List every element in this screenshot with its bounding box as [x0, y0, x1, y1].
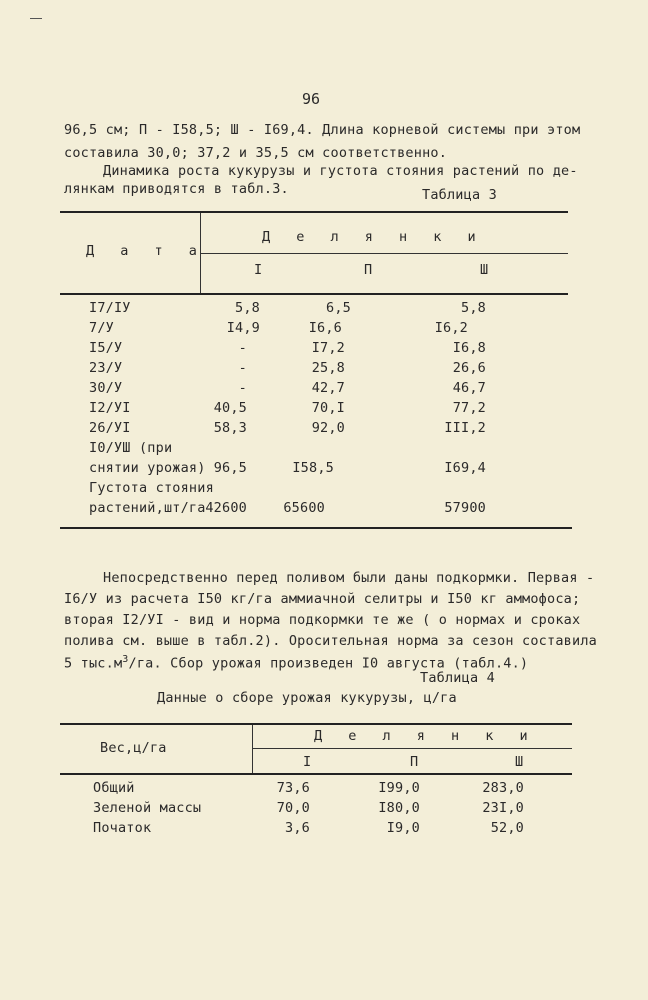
- paragraph-line: лянкам приводятся в табл.3.: [64, 181, 289, 197]
- table3-cell: 65600: [283, 500, 325, 516]
- table3-cell: 25,8: [311, 360, 345, 376]
- table3-row-label: снятии урожая): [89, 460, 206, 476]
- table3-header-date: Д а т а: [86, 243, 206, 259]
- table3-cell: 5,8: [461, 300, 486, 316]
- table3-cell: 42,7: [311, 380, 345, 396]
- table4-header-rule: [60, 773, 572, 775]
- margin-dash: [30, 18, 42, 19]
- table3-top-rule: [60, 211, 568, 213]
- table3-row-label: 30/У: [89, 380, 123, 396]
- table4-cell: 70,0: [276, 800, 310, 816]
- table3-cell: I4,9: [226, 320, 260, 336]
- superscript: 3: [122, 654, 129, 665]
- paragraph-text: 5 тыс.м: [64, 655, 123, 672]
- table3-col-header: Ш: [480, 262, 489, 278]
- table3-cell: 46,7: [452, 380, 486, 396]
- table4-caption: Таблица 4: [420, 670, 495, 686]
- table3-row-label: I2/УI: [89, 400, 131, 416]
- table3-col-header: I: [254, 262, 263, 278]
- table4-row-label: Зеленой массы: [93, 800, 202, 816]
- table4-col-header: Ш: [515, 754, 524, 770]
- table4-row-label: Початок: [93, 820, 152, 836]
- table3-header-plots: Д е л я н к и: [262, 229, 485, 245]
- table3-cell: 26,6: [452, 360, 486, 376]
- table4-col-header: I: [303, 754, 312, 770]
- paragraph-line: [64, 654, 528, 672]
- paragraph-line: I6/У из расчета I50 кг/га аммиачной селитры и I50 кг аммофоса;: [64, 591, 581, 607]
- table3-cell: 40,5: [213, 400, 247, 416]
- table3-row-label: растений,шт/га: [89, 500, 206, 516]
- table4-cell: 23I,0: [482, 800, 524, 816]
- table3-row-label: 7/У: [89, 320, 114, 336]
- table3-row-label: I7/IУ: [89, 300, 131, 316]
- table3-bottom-rule: [60, 527, 572, 529]
- table4-cell: 3,6: [285, 820, 310, 836]
- table3-row-label: Густота стояния: [89, 480, 214, 496]
- table4-header-plots: Д е л я н к и: [314, 728, 537, 744]
- paragraph-line: 96,5 см; П - I58,5; Ш - I69,4. Длина корневой системы при этом: [64, 122, 581, 138]
- table4-cell: 52,0: [490, 820, 524, 836]
- table4-row-label: Общий: [93, 780, 135, 796]
- paragraph-line: составила 30,0; 37,2 и 35,5 см соответственно.: [64, 145, 448, 161]
- table3-cell: III,2: [444, 420, 486, 436]
- table3-row-label: 26/УI: [89, 420, 131, 436]
- table3-cell: 96,5: [213, 460, 247, 476]
- table3-row-label: I0/УШ (при: [89, 440, 173, 456]
- table4-top-rule: [60, 723, 572, 725]
- table3-cell: I6,6: [308, 320, 342, 336]
- table4-cell: I99,0: [378, 780, 420, 796]
- table3-row-label: 23/У: [89, 360, 123, 376]
- table3-cell: 58,3: [213, 420, 247, 436]
- paragraph-line: Динамика роста кукурузы и густота стояния растений по де-: [103, 163, 578, 179]
- table3-cell: 57900: [444, 500, 486, 516]
- table3-cell: 6,5: [326, 300, 351, 316]
- table3-cell: 5,8: [235, 300, 260, 316]
- table3-cell: I6,8: [452, 340, 486, 356]
- table4-header-weight: Вес,ц/га: [100, 740, 167, 756]
- table4-sub-rule: [252, 748, 572, 749]
- table4-title: Данные о сборе урожая кукурузы, ц/га: [157, 690, 457, 706]
- table3-header-rule: [60, 293, 568, 295]
- table4-cell: I80,0: [378, 800, 420, 816]
- table3-row-label: I5/У: [89, 340, 123, 356]
- table3-cell: I6,2: [434, 320, 468, 336]
- table4-col-header: П: [410, 754, 419, 770]
- table4-cell: 283,0: [482, 780, 524, 796]
- table4-cell: I9,0: [386, 820, 420, 836]
- paragraph-line: вторая I2/УI - вид и норма подкормки те же ( о нормах и сроках: [64, 612, 581, 628]
- table3-cell: I7,2: [311, 340, 345, 356]
- table3-caption: Таблица 3: [422, 187, 497, 203]
- table3-cell: 92,0: [311, 420, 345, 436]
- paragraph-text: /га. Сбор урожая произведен I0 августа (табл.4.): [128, 655, 529, 672]
- table4-divider: [252, 725, 253, 773]
- table3-cell: -: [238, 380, 247, 396]
- table3-cell: I69,4: [444, 460, 486, 476]
- table4-cell: 73,6: [276, 780, 310, 796]
- paragraph-line: полива см. выше в табл.2). Оросительная норма за сезон составила: [64, 633, 597, 649]
- table3-cell: 77,2: [452, 400, 486, 416]
- table3-cell: 42600: [205, 500, 247, 516]
- table3-col-header: П: [364, 262, 373, 278]
- table3-cell: I58,5: [292, 460, 334, 476]
- page-number: 96: [302, 90, 321, 108]
- table3-cell: -: [238, 360, 247, 376]
- paragraph-line: Непосредственно перед поливом были даны подкормки. Первая -: [103, 570, 595, 586]
- table3-sub-rule: [200, 253, 568, 254]
- table3-cell: 70,I: [311, 400, 345, 416]
- table3-cell: -: [238, 340, 247, 356]
